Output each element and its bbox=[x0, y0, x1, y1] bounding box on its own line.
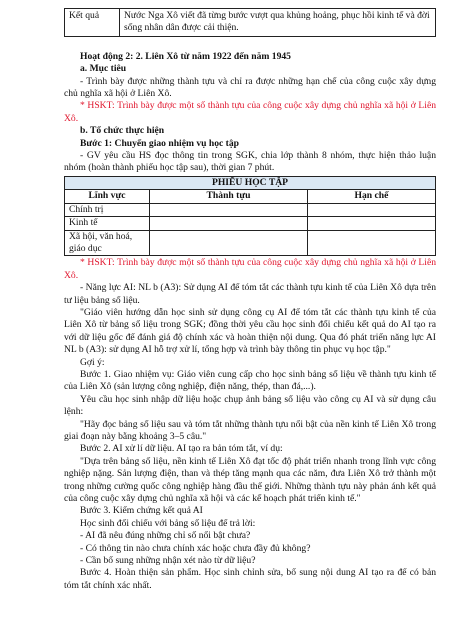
check-question-2: - Có thông tin nào chưa chính xác hoặc chưa đầy đủ không? bbox=[80, 542, 311, 554]
ai-step-3-detail: Học sinh đối chiếu với bảng số liệu để trả lời: bbox=[80, 517, 256, 529]
step1-heading: Bước 1: Chuyển giao nhiệm vụ học tập bbox=[80, 137, 239, 149]
organization-heading: b. Tổ chức thực hiện bbox=[80, 125, 165, 137]
ai-prompt-text: "Hãy đọc bảng số liệu sau và tóm tắt những thành tựu nổi bật của nền kinh tế Liên Xô trong giai đoạn này bằng khoảng 3–5 câu." bbox=[64, 418, 436, 442]
worksheet-title: PHIẾU HỌC TẬP bbox=[65, 176, 436, 189]
worksheet-row bbox=[65, 230, 436, 256]
hskt-note-1: * HSKT: Trình bày được một số thành tựu của công cuộc xây dựng chủ nghĩa xã hội ở Liên Xô. bbox=[64, 100, 436, 124]
worksheet-table bbox=[64, 176, 436, 256]
worksheet-row-label: Chính trị bbox=[65, 203, 150, 216]
worksheet-header: Thành tựu bbox=[150, 190, 308, 203]
worksheet-row-label: Kinh tế bbox=[65, 217, 150, 230]
result-label: Kết quả bbox=[65, 9, 120, 37]
step1-text: - GV yêu cầu HS đọc thông tin trong SGK, chia lớp thành 8 nhóm, thực hiện thảo luận nhóm (hoàn thành phiếu học tập sau), thời gian 7 phút. bbox=[64, 150, 436, 174]
objective-text: - Trình bày được những thành tựu và chỉ ra được những hạn chế của công cuộc xây dựng chủ nghĩa xã hội ở Liên Xô. bbox=[64, 75, 436, 100]
teacher-guidance-quote: "Giáo viên hướng dẫn học sinh sử dụng công cụ AI để tóm tắt các thành tựu kinh tế của Liên Xô từ bảng số liệu trong SGK; đồng thời yêu cầu học sinh đối chiếu kết quả do AI tạo ra với dữ liệu gốc để đánh giá độ chính xác và hoàn thiện nội dung. Qua đó phát triển năng lực AI NL b (A3): sử dụng AI hỗ trợ xử lí, tổng hợp và trình bày thông tin phục vụ học tập." bbox=[64, 306, 436, 356]
ai-step-1-detail: Yêu cầu học sinh nhập dữ liệu hoặc chụp ảnh bảng số liệu vào công cụ AI và sử dụng câu lệnh: bbox=[64, 393, 436, 418]
ai-step-1: Bước 1. Giao nhiệm vụ: Giáo viên cung cấp cho học sinh bảng số liệu về thành tựu kinh tế của Liên Xô (sản lượng công nghiệp, điện năng, thép, than đá,...). bbox=[64, 368, 436, 393]
result-table bbox=[64, 8, 436, 37]
worksheet-row bbox=[65, 203, 436, 216]
suggestion-label: Gợi ý: bbox=[80, 356, 105, 368]
result-content: Nước Nga Xô viết đã từng bước vượt qua khủng hoảng, phục hồi kinh tế và đời sống nhân dân được cải thiện. bbox=[120, 9, 436, 37]
ai-step-4: Bước 4. Hoàn thiện sản phẩm. Học sinh chỉnh sửa, bổ sung nội dung AI tạo ra để có bản tóm tắt chính xác nhất. bbox=[64, 567, 436, 591]
worksheet-row bbox=[65, 217, 436, 230]
ai-competency: - Năng lực AI: NL b (A3): Sử dụng AI để tóm tắt các thành tựu kinh tế của Liên Xô dựa trên tư liệu bảng số liệu. bbox=[64, 282, 436, 306]
check-question-3: - Cần bổ sung những nhận xét nào từ dữ liệu? bbox=[80, 555, 256, 567]
worksheet-header: Lĩnh vực bbox=[65, 190, 150, 203]
activity-title: Hoạt động 2: 2. Liên Xô từ năm 1922 đến năm 1945 bbox=[80, 50, 291, 62]
worksheet-row-label: Xã hội, văn hoá, giáo dục bbox=[65, 230, 150, 256]
worksheet-header: Hạn chế bbox=[307, 190, 435, 203]
check-question-1: - AI đã nêu đúng những chỉ số nổi bật chưa? bbox=[80, 530, 251, 542]
ai-step-2: Bước 2. AI xử lí dữ liệu. AI tạo ra bản tóm tắt, ví dụ: bbox=[80, 443, 283, 455]
ai-example-output: "Dựa trên bảng số liệu, nền kinh tế Liên Xô đạt tốc độ phát triển nhanh trong lĩnh vực công nghiệp nặng. Sản lượng điện, than và thép tăng mạnh qua các năm, đưa Liên Xô trở thành một trong những cường quốc công nghiệp hàng đầu thế giới. Những thành tựu này phản ánh kết quả của công cuộc xây dựng chủ nghĩa xã hội và các kế hoạch phát triển kinh tế." bbox=[64, 455, 436, 505]
objective-heading: a. Mục tiêu bbox=[80, 63, 127, 75]
hskt-note-2: * HSKT: Trình bày được một số thành tựu của công cuộc xây dựng chủ nghĩa xã hội ở Liên Xô. bbox=[64, 257, 436, 281]
ai-step-3: Bước 3. Kiểm chứng kết quả AI bbox=[80, 505, 203, 517]
document-page bbox=[64, 8, 436, 592]
